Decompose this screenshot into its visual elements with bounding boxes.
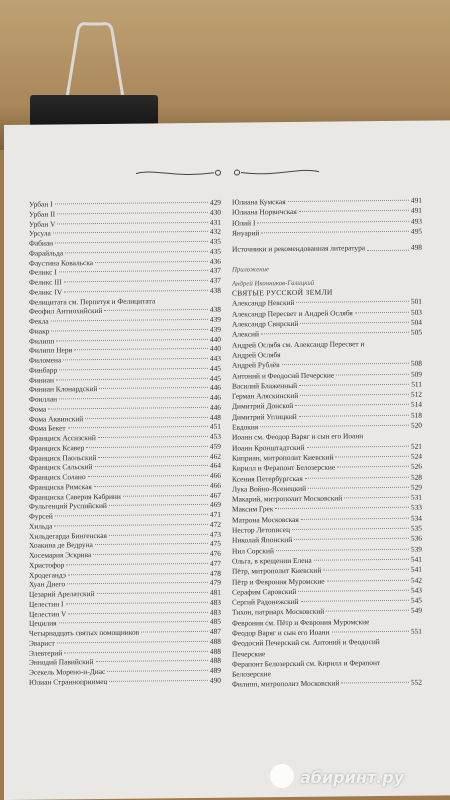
- leader-dots: [74, 348, 207, 350]
- entry-page: 552: [410, 678, 422, 688]
- entry-page: 443: [209, 353, 221, 363]
- entry-name: Феодор Варяг и сын его Иоанн: [232, 627, 330, 638]
- entry-name: Хильда: [29, 521, 53, 531]
- leader-dots: [261, 231, 409, 234]
- entry-name: Хоакина де Ведруна: [29, 540, 93, 550]
- entry-page: 445: [209, 373, 221, 383]
- leader-dots: [85, 416, 208, 418]
- leader-dots: [296, 301, 408, 303]
- index-entry: [232, 637, 422, 660]
- entry-page: 464: [209, 460, 221, 471]
- entry-page: 439: [209, 314, 221, 324]
- entry-page: 539: [410, 544, 422, 554]
- entry-page: 509: [410, 369, 422, 379]
- entry-page: 439: [209, 324, 221, 334]
- entry-page: 493: [410, 216, 422, 226]
- leader-dots: [323, 569, 409, 571]
- entry-page: 469: [209, 499, 221, 510]
- leader-dots: [305, 476, 409, 478]
- entry-page: 432: [209, 226, 221, 237]
- entry-name: Фома Бекет: [29, 423, 66, 433]
- entry-page: 477: [209, 558, 221, 568]
- leader-dots: [94, 485, 208, 487]
- entry-page: 488: [209, 655, 221, 666]
- entry-name: Хродегандэ: [29, 569, 66, 580]
- leader-dots: [337, 466, 409, 468]
- leader-dots: [344, 497, 409, 499]
- leader-dots: [57, 641, 208, 644]
- entry-page: 435: [209, 246, 221, 256]
- leader-dots: [56, 338, 208, 341]
- leader-dots: [298, 590, 409, 592]
- leader-dots: [99, 387, 207, 389]
- entry-name: Герман Аляскинский: [232, 391, 299, 401]
- leader-dots: [276, 548, 409, 550]
- leader-dots: [109, 680, 207, 682]
- entry-page: 533: [410, 503, 422, 513]
- entry-name: Фурсей: [29, 511, 53, 521]
- entry-page: 504: [410, 317, 422, 327]
- entry-name: Феликс III: [29, 277, 62, 287]
- entry-name: Нестор Летописец: [232, 525, 291, 535]
- leader-dots: [288, 200, 409, 202]
- entry-page: 528: [410, 472, 422, 482]
- entry-page: 440: [209, 343, 221, 354]
- entry-page: 491: [410, 195, 422, 205]
- entry-name: Эварист: [29, 638, 55, 648]
- entry-name: Юлиана Кумская: [232, 197, 286, 207]
- entry-name: Франциск Ксавер: [29, 442, 85, 453]
- leader-dots: [299, 384, 409, 386]
- appendix-author: Андрей Иконников-Галицкий: [232, 280, 315, 289]
- leader-dots: [55, 202, 208, 205]
- leader-dots: [96, 660, 208, 662]
- entry-page: 536: [410, 533, 422, 544]
- entry-page: 485: [209, 616, 221, 627]
- leader-dots: [68, 572, 208, 574]
- entry-page: 514: [410, 400, 422, 410]
- leader-dots: [104, 309, 207, 311]
- leader-dots: [367, 250, 409, 251]
- entry-name: Феликс I: [29, 267, 57, 277]
- leader-dots: [300, 322, 408, 324]
- entry-name: Эннодий Павийский: [29, 657, 94, 667]
- entry-name: Юлиан Странноприимец: [29, 676, 108, 687]
- leader-dots: [301, 600, 409, 602]
- entry-page: 445: [209, 363, 221, 373]
- entry-page: 453: [209, 431, 221, 441]
- entry-name: Евдокия: [232, 422, 259, 432]
- leader-dots: [55, 514, 208, 517]
- leader-dots: [326, 610, 409, 612]
- entry-page: 534: [410, 513, 422, 523]
- entry-page: 524: [410, 451, 422, 461]
- entry-name: Максим Грек: [232, 504, 274, 515]
- leader-dots: [63, 358, 208, 361]
- entry-page: 521: [410, 441, 422, 451]
- entry-name: Александр Невский: [232, 298, 295, 309]
- leader-dots: [300, 394, 409, 396]
- entry-name: Фоиллан: [29, 394, 58, 404]
- entry-name: Фома: [29, 404, 47, 414]
- entry-name: Кирилл и Ферапонт Белозерские: [232, 462, 336, 473]
- leader-dots: [314, 559, 409, 561]
- entry-page: 429: [209, 197, 221, 207]
- entry-page: 503: [410, 307, 422, 317]
- entry-page: 435: [209, 236, 221, 246]
- leader-dots: [86, 446, 208, 448]
- appendix-title: СВЯТЫЕ РУССКОЙ ЗЕМЛИ: [232, 288, 333, 299]
- leader-dots: [68, 611, 208, 613]
- leader-dots: [275, 507, 409, 509]
- entry-name: Фиакр: [29, 326, 50, 336]
- entry-name: Ксения Петербургская: [232, 473, 303, 484]
- watermark-logo-icon: [270, 764, 294, 788]
- entry-name: Фульгенций Руспийский: [29, 501, 107, 511]
- entry-page: 459: [209, 441, 221, 451]
- entry-name: Хосемария Эскрива: [29, 550, 92, 560]
- leader-dots: [57, 212, 208, 215]
- entry-page: 431: [209, 217, 221, 227]
- entry-page: 479: [209, 577, 221, 588]
- entry-page: 526: [410, 461, 422, 471]
- entry-name: Цезарий Арелатский: [29, 589, 95, 599]
- leader-dots: [299, 210, 409, 212]
- entry-page: 541: [410, 554, 422, 564]
- leader-dots: [295, 404, 409, 406]
- leader-dots: [55, 241, 208, 244]
- entry-name: Урсула: [29, 228, 51, 238]
- entry-name: Иоанн Кронштадтский: [232, 442, 305, 453]
- leader-dots: [48, 407, 208, 410]
- entry-name: Феофил Антиохийский: [29, 306, 103, 316]
- entry-name: Пётр и Феврония Муромские: [232, 576, 325, 587]
- entry-name: Элевтерий: [29, 647, 63, 658]
- entry-page: 440: [209, 334, 221, 344]
- entry-page: 529: [410, 482, 422, 492]
- entry-page: 489: [209, 665, 221, 675]
- leader-dots: [53, 231, 208, 234]
- entry-page: 520: [410, 420, 422, 430]
- leader-dots: [257, 220, 409, 223]
- entry-page: 437: [209, 275, 221, 285]
- book-page: [4, 120, 450, 800]
- leader-dots: [301, 517, 409, 519]
- entry-name: Целестин I: [29, 599, 64, 609]
- leader-dots: [98, 436, 208, 438]
- entry-name: Хуан Диего: [29, 579, 66, 589]
- leader-dots: [341, 682, 409, 684]
- entry-page: 542: [410, 575, 422, 585]
- entry-name: Фелицитата см. Перпетуя и Фелицитата: [29, 295, 156, 307]
- entry-name: Тихон, патриарх Московский: [232, 607, 325, 618]
- leader-dots: [59, 621, 208, 624]
- entry-name: Фома Аквинский: [29, 413, 84, 424]
- entry-name: Януарий: [232, 228, 260, 238]
- entry-name: Серафим Саровский: [232, 586, 297, 597]
- entry-name: Юлиана Норвичская: [232, 207, 297, 217]
- leader-dots: [67, 582, 208, 584]
- entry-name: Фарайльда: [29, 248, 64, 258]
- leader-dots: [292, 528, 409, 530]
- watermark-text: абиринт.ру: [300, 768, 405, 787]
- entry-name: Василий Блаженный: [232, 380, 298, 391]
- entry-name: Хильдегарда Бингенская: [29, 530, 107, 541]
- entry-page: 466: [209, 470, 221, 480]
- entry-name: Макарий, митрополит Московский: [232, 493, 343, 504]
- entry-page: 446: [209, 392, 221, 402]
- leader-dots: [68, 426, 208, 428]
- entry-page: 541: [410, 564, 422, 574]
- entry-name: Финиан: [29, 374, 54, 385]
- leader-dots: [57, 221, 207, 224]
- entry-name: Димитрий Углицкий: [232, 411, 297, 422]
- entry-name: Юлий I: [232, 217, 256, 228]
- entry-name: Киприан, митрополит Киевский: [232, 452, 334, 463]
- entry-name: Димитрий Донской: [232, 401, 294, 412]
- leader-dots: [336, 373, 409, 375]
- entry-name: Феврония см. Пётр и Феврония Муромские: [232, 616, 370, 628]
- leader-dots: [109, 504, 208, 506]
- entry-page: 437: [209, 265, 221, 276]
- leader-dots: [88, 475, 208, 477]
- leader-dots: [51, 319, 208, 322]
- entry-name: Источники и рекомендованная литература: [232, 243, 366, 254]
- leader-dots: [308, 487, 409, 489]
- entry-page: 475: [209, 538, 221, 549]
- entry-name: Фабиан: [29, 238, 54, 248]
- entry-name: Четырнадцать святых помощников: [29, 627, 140, 638]
- leader-dots: [98, 455, 207, 457]
- leader-dots: [294, 538, 409, 540]
- entry-page: 430: [209, 207, 221, 217]
- entry-page: 518: [410, 410, 422, 420]
- entry-name: Филипп: [29, 335, 55, 346]
- entry-page: 446: [209, 382, 221, 393]
- leader-dots: [95, 260, 208, 262]
- entry-name: Урбан V: [29, 218, 56, 229]
- leader-dots: [95, 543, 208, 545]
- index-left-column: [29, 198, 221, 688]
- entry-page: 498: [410, 242, 422, 252]
- index-entry: [232, 657, 422, 680]
- entry-name: Филипп, митрополит Московский: [232, 678, 340, 690]
- entry-page: 473: [209, 529, 221, 539]
- entry-page: 491: [410, 205, 422, 216]
- entry-name: Сергий Радонежский: [232, 597, 299, 607]
- leader-dots: [327, 579, 409, 581]
- entry-name: Александр Пересвет и Андрей Ослябя: [232, 308, 353, 319]
- leader-dots: [109, 533, 208, 535]
- leader-dots: [51, 329, 208, 332]
- entry-page: 451: [209, 421, 221, 432]
- entry-page: 551: [410, 626, 422, 636]
- entry-name: Лука Войно-Ясенецкий: [232, 483, 307, 494]
- entry-page: 481: [209, 587, 221, 597]
- entry-name: Целестин V: [29, 608, 67, 619]
- entry-page: 436: [209, 256, 221, 266]
- entry-page: 488: [209, 636, 221, 646]
- index-entry: [232, 678, 422, 690]
- entry-page: 512: [410, 389, 422, 399]
- entry-name: Франциска Саверия Кабрини: [29, 491, 121, 502]
- entry-name: Феодосий Печерский см. Антоний и Феодосий Печерские: [232, 637, 380, 659]
- entry-name: Филомена: [29, 355, 62, 365]
- entry-name: Урбан II: [29, 209, 56, 219]
- entry-page: 438: [209, 285, 221, 295]
- index-entry: [232, 338, 422, 361]
- entry-page: 483: [209, 597, 221, 607]
- entry-name: Феликс IV: [29, 287, 63, 297]
- entry-name: Андрей Рублёв: [232, 360, 280, 370]
- entry-name: Ольга, в крещении Елена: [232, 555, 312, 566]
- leader-dots: [59, 368, 208, 371]
- leader-dots: [65, 251, 208, 253]
- entry-page: 438: [209, 304, 221, 315]
- entry-name: Андрей Ослябя см. Александр Пересвет и Андрей Ослябя: [232, 338, 365, 360]
- entry-page: 511: [411, 379, 422, 389]
- index-right-column: [232, 196, 422, 691]
- leader-dots: [64, 290, 208, 293]
- entry-name: Франциск Ассизский: [29, 433, 96, 443]
- leader-dots: [66, 602, 208, 604]
- leader-dots: [54, 524, 208, 527]
- entry-page: 467: [209, 490, 221, 500]
- index-entry: [29, 675, 221, 687]
- entry-name: Нил Сорский: [232, 545, 274, 556]
- entry-page: 505: [410, 327, 422, 338]
- leader-dots: [335, 456, 408, 458]
- leader-dots: [332, 631, 409, 633]
- entry-page: 531: [410, 492, 422, 502]
- leader-dots: [59, 397, 208, 400]
- leader-dots: [66, 563, 208, 565]
- leader-dots: [123, 494, 208, 496]
- leader-dots: [141, 631, 208, 633]
- entry-page: 483: [209, 607, 221, 617]
- leader-dots: [59, 270, 208, 273]
- entry-page: 476: [209, 548, 221, 558]
- entry-page: 488: [209, 646, 221, 656]
- leader-dots: [299, 415, 409, 417]
- leader-dots: [95, 465, 208, 467]
- entry-name: Ферапонт Белозерский см. Кирилл и Ферапонт Белозерские: [232, 657, 381, 679]
- entry-name: Алексий: [232, 329, 259, 339]
- entry-page: 490: [209, 675, 221, 685]
- leader-dots: [260, 425, 409, 428]
- entry-name: Николай Японский: [232, 535, 293, 545]
- leader-dots: [261, 332, 409, 335]
- entry-name: Цецилия: [29, 618, 57, 628]
- entry-page: 487: [209, 626, 221, 636]
- entry-name: Матрона Московская: [232, 514, 299, 525]
- entry-name: Христофор: [29, 560, 65, 570]
- leader-dots: [64, 280, 208, 283]
- entry-page: 448: [209, 412, 221, 422]
- ornament-right: [229, 165, 321, 180]
- leader-dots: [93, 553, 208, 555]
- entry-name: Финиан Клонардский: [29, 384, 98, 394]
- entry-page: 549: [410, 606, 422, 616]
- entry-name: Фекла: [29, 316, 49, 326]
- entry-page: 495: [410, 226, 422, 236]
- entry-page: 466: [209, 480, 221, 490]
- leader-dots: [282, 363, 409, 365]
- entry-name: Эсекель Морено-и-Диас: [29, 666, 106, 677]
- entry-name: Иоанн см. Феодор Варяг и сын его Иоанн: [232, 431, 364, 442]
- entry-page: 478: [209, 568, 221, 578]
- entry-name: Франциска Римская: [29, 481, 92, 492]
- appendix-label: Приложение: [232, 266, 270, 275]
- leader-dots: [107, 670, 208, 672]
- entry-name: Финбарр: [29, 365, 58, 375]
- entry-page: 508: [410, 358, 422, 369]
- entry-name: Урбан I: [29, 199, 53, 209]
- ornament-left: [134, 166, 224, 181]
- entry-page: 471: [209, 509, 221, 519]
- entry-page: 543: [410, 585, 422, 595]
- entry-name: Франциск Сальский: [29, 462, 93, 472]
- leader-dots: [307, 445, 409, 447]
- entry-page: 472: [209, 519, 221, 529]
- entry-name: Антоний и Феодосий Печерские: [232, 370, 335, 381]
- leader-dots: [64, 650, 208, 653]
- entry-name: Франциск Паольский: [29, 452, 97, 463]
- entry-name: Пётр, митрополит Киевский: [232, 565, 322, 576]
- entry-name: Фаустина Ковальска: [29, 257, 94, 268]
- entry-name: Филипп Нери: [29, 345, 73, 355]
- entry-name: Франциск Солано: [29, 472, 86, 482]
- leader-dots: [56, 377, 208, 380]
- entry-page: 446: [209, 402, 221, 412]
- entry-page: 535: [410, 523, 422, 533]
- entry-page: 545: [410, 595, 422, 605]
- entry-page: 501: [410, 297, 422, 307]
- leader-dots: [97, 592, 208, 594]
- entry-name: Александр Свирский: [232, 318, 299, 329]
- entry-page: 462: [209, 451, 221, 461]
- leader-dots: [355, 312, 409, 314]
